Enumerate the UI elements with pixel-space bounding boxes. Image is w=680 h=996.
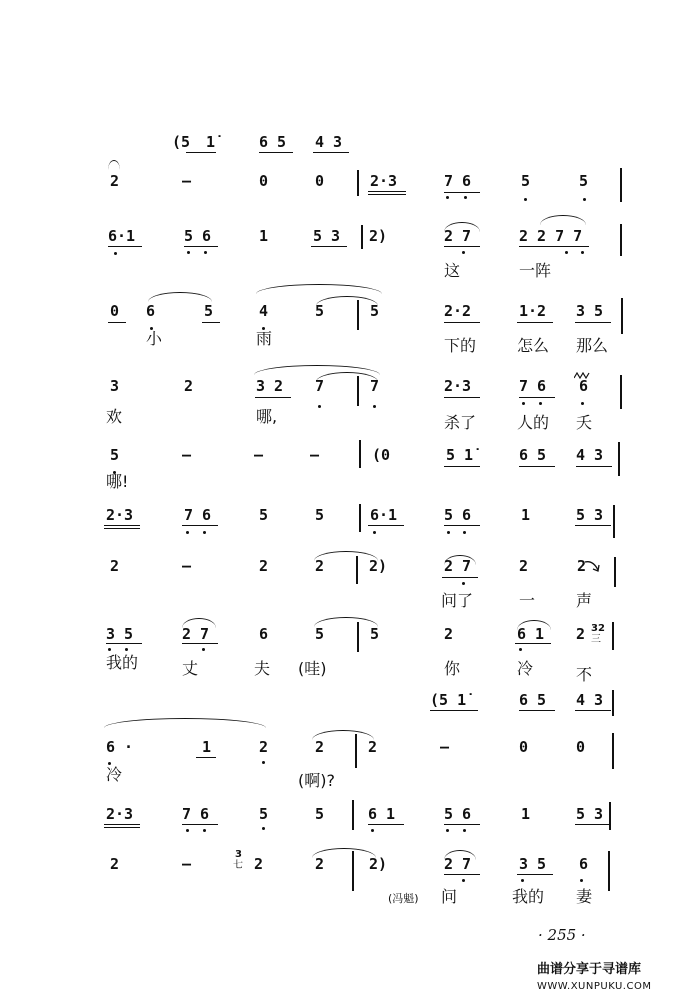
beam <box>515 643 551 644</box>
note-group: 5 <box>370 302 380 320</box>
note-group: 2 <box>110 557 120 575</box>
grace-note: 32 <box>591 623 605 634</box>
note-group: 0 <box>259 172 269 190</box>
lyric-text: 怎么 <box>517 336 550 355</box>
note-group: 4 3 <box>576 691 604 709</box>
note-group: 2) <box>369 557 388 575</box>
note-group: 2 7 <box>182 625 210 643</box>
octave-dot <box>581 402 584 405</box>
beam <box>182 824 218 825</box>
bar-line <box>359 440 361 468</box>
note-group: 7 <box>315 377 325 395</box>
note-group: 5 <box>315 805 325 823</box>
beam <box>106 643 142 644</box>
note-group: (0 <box>372 446 391 464</box>
beam <box>368 525 404 526</box>
beam <box>519 710 555 711</box>
beam <box>444 246 480 247</box>
octave-dot <box>446 196 449 199</box>
octave-dot <box>464 196 467 199</box>
bar-line <box>612 690 614 716</box>
bar-line <box>612 622 614 650</box>
note-group: 5 6 <box>444 805 472 823</box>
note-group: 2 <box>259 738 269 756</box>
beam <box>430 710 478 711</box>
lyric-text: 哪, <box>256 407 278 426</box>
beam <box>311 246 347 247</box>
octave-dot <box>187 251 190 254</box>
note-group: 0 <box>110 302 120 320</box>
bar-line <box>621 298 623 334</box>
octave-dot <box>262 827 265 830</box>
lyric-text: 哪! <box>106 472 129 491</box>
lyric-text: 不 <box>576 665 593 684</box>
lyric-text: 问了 <box>441 591 474 610</box>
slur <box>108 160 120 170</box>
note-group: 7 6 <box>519 377 547 395</box>
lyric-text: 这 <box>444 261 461 280</box>
note-group: 2 <box>110 855 120 873</box>
beam <box>104 824 140 825</box>
slur <box>316 296 378 306</box>
note-group: 2 7 <box>444 855 472 873</box>
beam <box>184 246 218 247</box>
note-group: 2·3 <box>106 506 134 524</box>
lyric-text: 一 <box>519 591 536 610</box>
octave-dot <box>202 648 205 651</box>
octave-dot <box>521 879 524 882</box>
octave-dot <box>318 405 321 408</box>
octave-dot <box>203 829 206 832</box>
note-group: 6 5 <box>519 446 547 464</box>
octave-dot <box>463 829 466 832</box>
note-group: 3 2 <box>256 377 284 395</box>
lyric-text: (哇) <box>298 659 327 678</box>
octave-dot <box>108 648 111 651</box>
note-group: 2 2 7 7 <box>519 227 583 245</box>
grace-mark: 七 <box>233 860 243 871</box>
lyric-text: 杀了 <box>444 413 477 432</box>
note-group: 6 · <box>106 738 134 756</box>
note-group: 4 <box>259 302 269 320</box>
note-group: 5 6 <box>444 506 472 524</box>
note-group: 5 3 <box>576 506 604 524</box>
lyric-text: 丈 <box>182 659 199 678</box>
role-note: (冯魁) <box>388 892 419 905</box>
note-group: — <box>182 172 192 190</box>
lyric-text: 夫 <box>254 659 271 678</box>
beam <box>519 466 555 467</box>
beam <box>108 322 126 323</box>
note-group: 4 3 <box>315 133 343 151</box>
lyric-text: 那么 <box>576 336 609 355</box>
bar-line <box>620 168 622 202</box>
octave-dot <box>186 531 189 534</box>
note-group: 5 <box>259 506 269 524</box>
octave-dot <box>262 761 265 764</box>
note-group: 5 <box>315 506 325 524</box>
octave-dot <box>186 829 189 832</box>
beam <box>575 322 611 323</box>
note-group: 5 6 <box>184 227 212 245</box>
note-group: 6 1 <box>368 805 396 823</box>
lyric-text: 我的 <box>512 887 545 906</box>
note-group: — <box>440 738 450 756</box>
bar-line <box>352 800 354 830</box>
lyric-text: 冷 <box>106 765 123 784</box>
beam <box>104 827 140 828</box>
lyric-text: 声 <box>576 591 593 610</box>
beam <box>575 824 611 825</box>
note-group: 2 <box>577 557 587 575</box>
note-group: 5 3 <box>576 805 604 823</box>
note-group: 5 1̇ <box>446 446 474 464</box>
slur <box>256 284 382 294</box>
note-group: 2 <box>110 172 120 190</box>
note-group: 2 7 <box>444 557 472 575</box>
lyric-text: 你 <box>444 659 461 678</box>
note-group: 3 5 <box>519 855 547 873</box>
note-group: — <box>182 855 192 873</box>
beam <box>444 322 480 323</box>
octave-dot <box>125 648 128 651</box>
octave-dot <box>462 879 465 882</box>
octave-dot <box>204 251 207 254</box>
beam <box>519 246 589 247</box>
note-group: 2·3 <box>106 805 134 823</box>
lyric-text: 雨 <box>256 329 273 348</box>
note-group: 1 <box>202 738 212 756</box>
bar-line <box>608 851 610 891</box>
octave-dot <box>581 251 584 254</box>
note-group: — <box>310 446 320 464</box>
beam <box>517 874 553 875</box>
note-group: 1 <box>521 805 531 823</box>
note-group: 5 3 <box>313 227 341 245</box>
note-group: 2 <box>184 377 194 395</box>
beam <box>517 322 553 323</box>
beam <box>368 824 404 825</box>
note-group: 0 <box>315 172 325 190</box>
note-group: 5 <box>315 302 325 320</box>
note-group: 6 <box>146 302 156 320</box>
lyric-text: 冷 <box>517 659 534 678</box>
note-group: 6 <box>579 377 589 395</box>
beam <box>104 525 140 526</box>
beam <box>313 152 349 153</box>
watermark-title: 曲谱分享于寻谱库 <box>537 962 642 977</box>
beam <box>442 577 478 578</box>
note-group: (5 <box>172 133 191 151</box>
note-group: 0 <box>519 738 529 756</box>
octave-dot <box>373 531 376 534</box>
beam <box>444 397 480 398</box>
lyric-text: 下的 <box>444 336 477 355</box>
note-group: 2 <box>254 855 264 873</box>
note-group: 2) <box>369 855 388 873</box>
lyric-text: 欢 <box>106 407 123 426</box>
beam <box>202 322 220 323</box>
octave-dot <box>565 251 568 254</box>
beam <box>368 191 406 192</box>
note-group: — <box>254 446 264 464</box>
note-group: 3 5 <box>106 625 134 643</box>
grace-note: 3 <box>235 849 242 860</box>
note-group: 0 <box>576 738 586 756</box>
page-number: · 255 · <box>538 926 586 944</box>
note-group: 6 <box>579 855 589 873</box>
beam <box>444 466 480 467</box>
note-group: 2) <box>369 227 388 245</box>
note-group: 2 <box>315 557 325 575</box>
note-group: 5 <box>259 805 269 823</box>
bar-line <box>620 375 622 409</box>
beam <box>182 525 218 526</box>
beam <box>444 525 480 526</box>
slur <box>148 292 212 302</box>
octave-dot <box>580 879 583 882</box>
note-group: 2 <box>444 625 454 643</box>
note-group: 2·3 <box>444 377 472 395</box>
note-group: 6 5 <box>259 133 287 151</box>
slur <box>540 215 586 225</box>
bar-line <box>361 225 363 249</box>
note-group: 2 <box>259 557 269 575</box>
bar-line <box>609 802 611 830</box>
note-group: 6·1 <box>108 227 136 245</box>
note-group: 2 7 <box>444 227 472 245</box>
beam <box>255 397 291 398</box>
note-group: 2 <box>315 738 325 756</box>
note-group: 2 <box>519 557 529 575</box>
note-group: 6 5 <box>519 691 547 709</box>
note-group: — <box>182 557 192 575</box>
note-group: 1·2 <box>519 302 547 320</box>
lyric-text: (啊)? <box>298 771 335 790</box>
lyric-text: 我的 <box>106 653 139 672</box>
note-group: 7 6 <box>184 506 212 524</box>
note-group: 3 <box>110 377 120 395</box>
octave-dot <box>524 198 527 201</box>
note-group: 6·1 <box>370 506 398 524</box>
beam <box>444 874 480 875</box>
beam <box>575 525 611 526</box>
bar-line <box>620 224 622 256</box>
octave-dot <box>371 829 374 832</box>
octave-dot <box>446 829 449 832</box>
octave-dot <box>203 531 206 534</box>
octave-dot <box>519 648 522 651</box>
note-group: 5 <box>204 302 214 320</box>
note-group: 7 <box>370 377 380 395</box>
note-group: 5 <box>579 172 589 190</box>
note-group: 6 <box>259 625 269 643</box>
bar-line <box>618 442 620 476</box>
note-group: 5 <box>110 446 120 464</box>
lyric-text: 夭 <box>576 413 593 432</box>
note-group: 1̇ <box>206 133 216 151</box>
bar-line <box>612 733 614 769</box>
bar-line <box>359 504 361 532</box>
note-group: (5 1̇ <box>430 691 467 709</box>
note-group: 5 <box>315 625 325 643</box>
octave-dot <box>463 531 466 534</box>
note-group: 2·2 <box>444 302 472 320</box>
note-group: 7 6 <box>444 172 472 190</box>
beam <box>104 528 140 529</box>
octave-dot <box>114 252 117 255</box>
bar-line <box>613 505 615 538</box>
lyric-text: 小 <box>146 329 163 348</box>
lyric-text: 一阵 <box>519 261 552 280</box>
beam <box>444 192 480 193</box>
note-group: 2 <box>315 855 325 873</box>
beam <box>108 246 142 247</box>
beam <box>368 194 406 195</box>
beam <box>444 824 480 825</box>
lyric-text: 问 <box>441 887 458 906</box>
note-group: 6 1 <box>517 625 545 643</box>
beam <box>182 643 218 644</box>
bar-line <box>614 557 616 587</box>
octave-dot <box>539 402 542 405</box>
beam <box>575 710 611 711</box>
note-group: 7 6 <box>182 805 210 823</box>
octave-dot <box>462 251 465 254</box>
note-group: — <box>182 446 192 464</box>
note-group: 5 <box>370 625 380 643</box>
note-group: 5 <box>521 172 531 190</box>
beam <box>186 152 216 153</box>
note-group: 3 5 <box>576 302 604 320</box>
note-group: 2 <box>576 625 586 643</box>
beam <box>259 152 293 153</box>
note-group: 1 <box>521 506 531 524</box>
beam <box>519 397 555 398</box>
note-group: 2 <box>368 738 378 756</box>
octave-dot <box>583 198 586 201</box>
beam <box>196 757 216 758</box>
grace-mark: 三 <box>591 634 601 645</box>
octave-dot <box>447 531 450 534</box>
note-group: 4 3 <box>576 446 604 464</box>
octave-dot <box>522 402 525 405</box>
octave-dot <box>373 405 376 408</box>
lyric-text: 人的 <box>517 413 550 432</box>
watermark-url: WWW.XUNPUKU.COM <box>537 981 652 992</box>
beam <box>576 466 612 467</box>
lyric-text: 妻 <box>576 887 593 906</box>
slur <box>104 718 266 728</box>
note-group: 2·3 <box>370 172 398 190</box>
note-group: 1 <box>259 227 269 245</box>
bar-line <box>357 170 359 196</box>
octave-dot <box>462 582 465 585</box>
